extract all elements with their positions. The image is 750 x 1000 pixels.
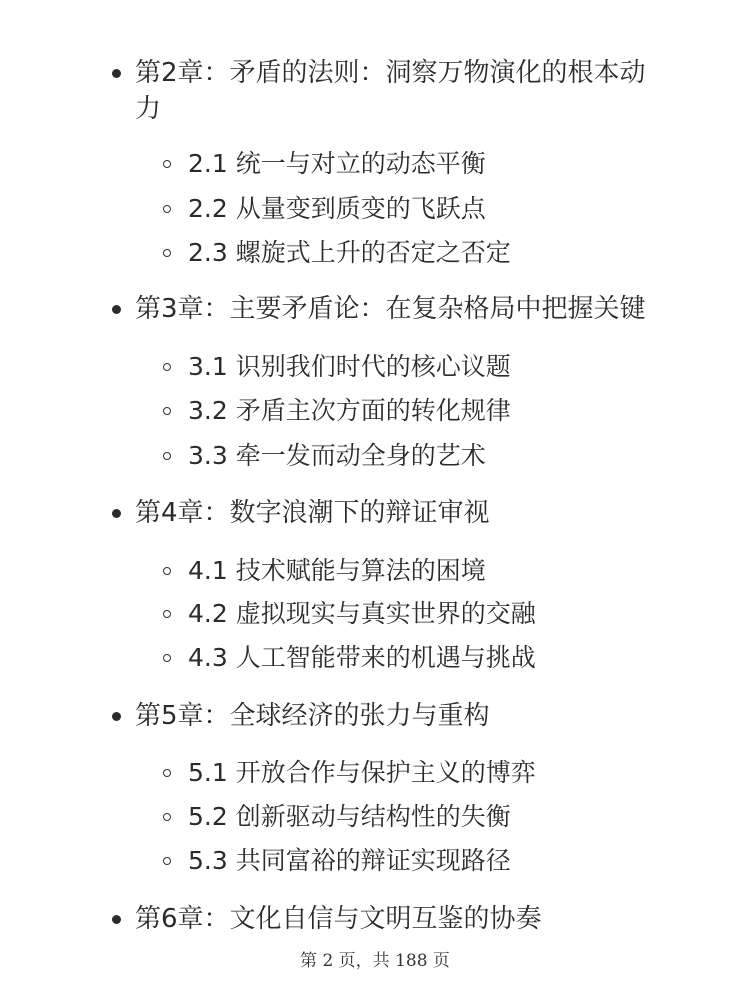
- chapter-title: 第2章：矛盾的法则：洞察万物演化的根本动: [135, 58, 646, 88]
- section-title: 4.2 虚拟现实与真实世界的交融: [188, 599, 536, 628]
- list-item: [0, 235, 750, 271]
- list-item: [0, 640, 750, 676]
- bullet-dot-icon: [112, 69, 121, 78]
- section-title: 5.1 开放合作与保护主义的博弈: [188, 758, 536, 787]
- bullet-dot-icon: [112, 305, 121, 314]
- circle-bullet-icon: [163, 452, 171, 460]
- circle-bullet-icon: [163, 567, 171, 575]
- list-item: [0, 393, 750, 429]
- list-item: [0, 438, 750, 474]
- section-title: 4.1 技术赋能与算法的困境: [188, 556, 486, 585]
- circle-bullet-icon: [163, 407, 171, 415]
- circle-bullet-icon: [163, 610, 171, 618]
- circle-bullet-icon: [163, 654, 171, 662]
- circle-bullet-icon: [163, 363, 171, 371]
- bullet-dot-icon: [112, 915, 121, 924]
- chapter-title-continued: 力: [135, 94, 162, 124]
- section-title: 3.2 矛盾主次方面的转化规律: [188, 396, 511, 425]
- circle-bullet-icon: [163, 857, 171, 865]
- list-item: [0, 553, 750, 589]
- list-item: [0, 349, 750, 385]
- list-item: [0, 146, 750, 182]
- page-number: 第 2 页，共 188 页: [300, 951, 450, 971]
- list-item: [0, 843, 750, 879]
- circle-bullet-icon: [163, 249, 171, 257]
- circle-bullet-icon: [163, 205, 171, 213]
- section-title: 3.1 识别我们时代的核心议题: [188, 352, 511, 381]
- section-title: 3.3 牵一发而动全身的艺术: [188, 441, 486, 470]
- section-title: 5.2 创新驱动与结构性的失衡: [188, 802, 511, 831]
- section-title: 4.3 人工智能带来的机遇与挑战: [188, 643, 536, 672]
- section-title: 5.3 共同富裕的辩证实现路径: [188, 846, 511, 875]
- section-title: 2.2 从量变到质变的飞跃点: [188, 194, 486, 223]
- chapter-title: 第5章：全球经济的张力与重构: [135, 701, 490, 731]
- circle-bullet-icon: [163, 813, 171, 821]
- bullet-dot-icon: [112, 712, 121, 721]
- section-title: 2.1 统一与对立的动态平衡: [188, 149, 486, 178]
- circle-bullet-icon: [163, 769, 171, 777]
- list-item: [0, 191, 750, 227]
- chapter-title: 第4章：数字浪潮下的辩证审视: [135, 498, 490, 528]
- bullet-dot-icon: [112, 509, 121, 518]
- section-title: 2.3 螺旋式上升的否定之否定: [188, 238, 511, 267]
- chapter-title: 第3章：主要矛盾论：在复杂格局中把握关键: [135, 294, 646, 324]
- list-item: [0, 799, 750, 835]
- chapter-title: 第6章：文化自信与文明互鉴的协奏: [135, 904, 542, 934]
- circle-bullet-icon: [163, 160, 171, 168]
- list-item: [0, 755, 750, 791]
- list-item: [0, 596, 750, 632]
